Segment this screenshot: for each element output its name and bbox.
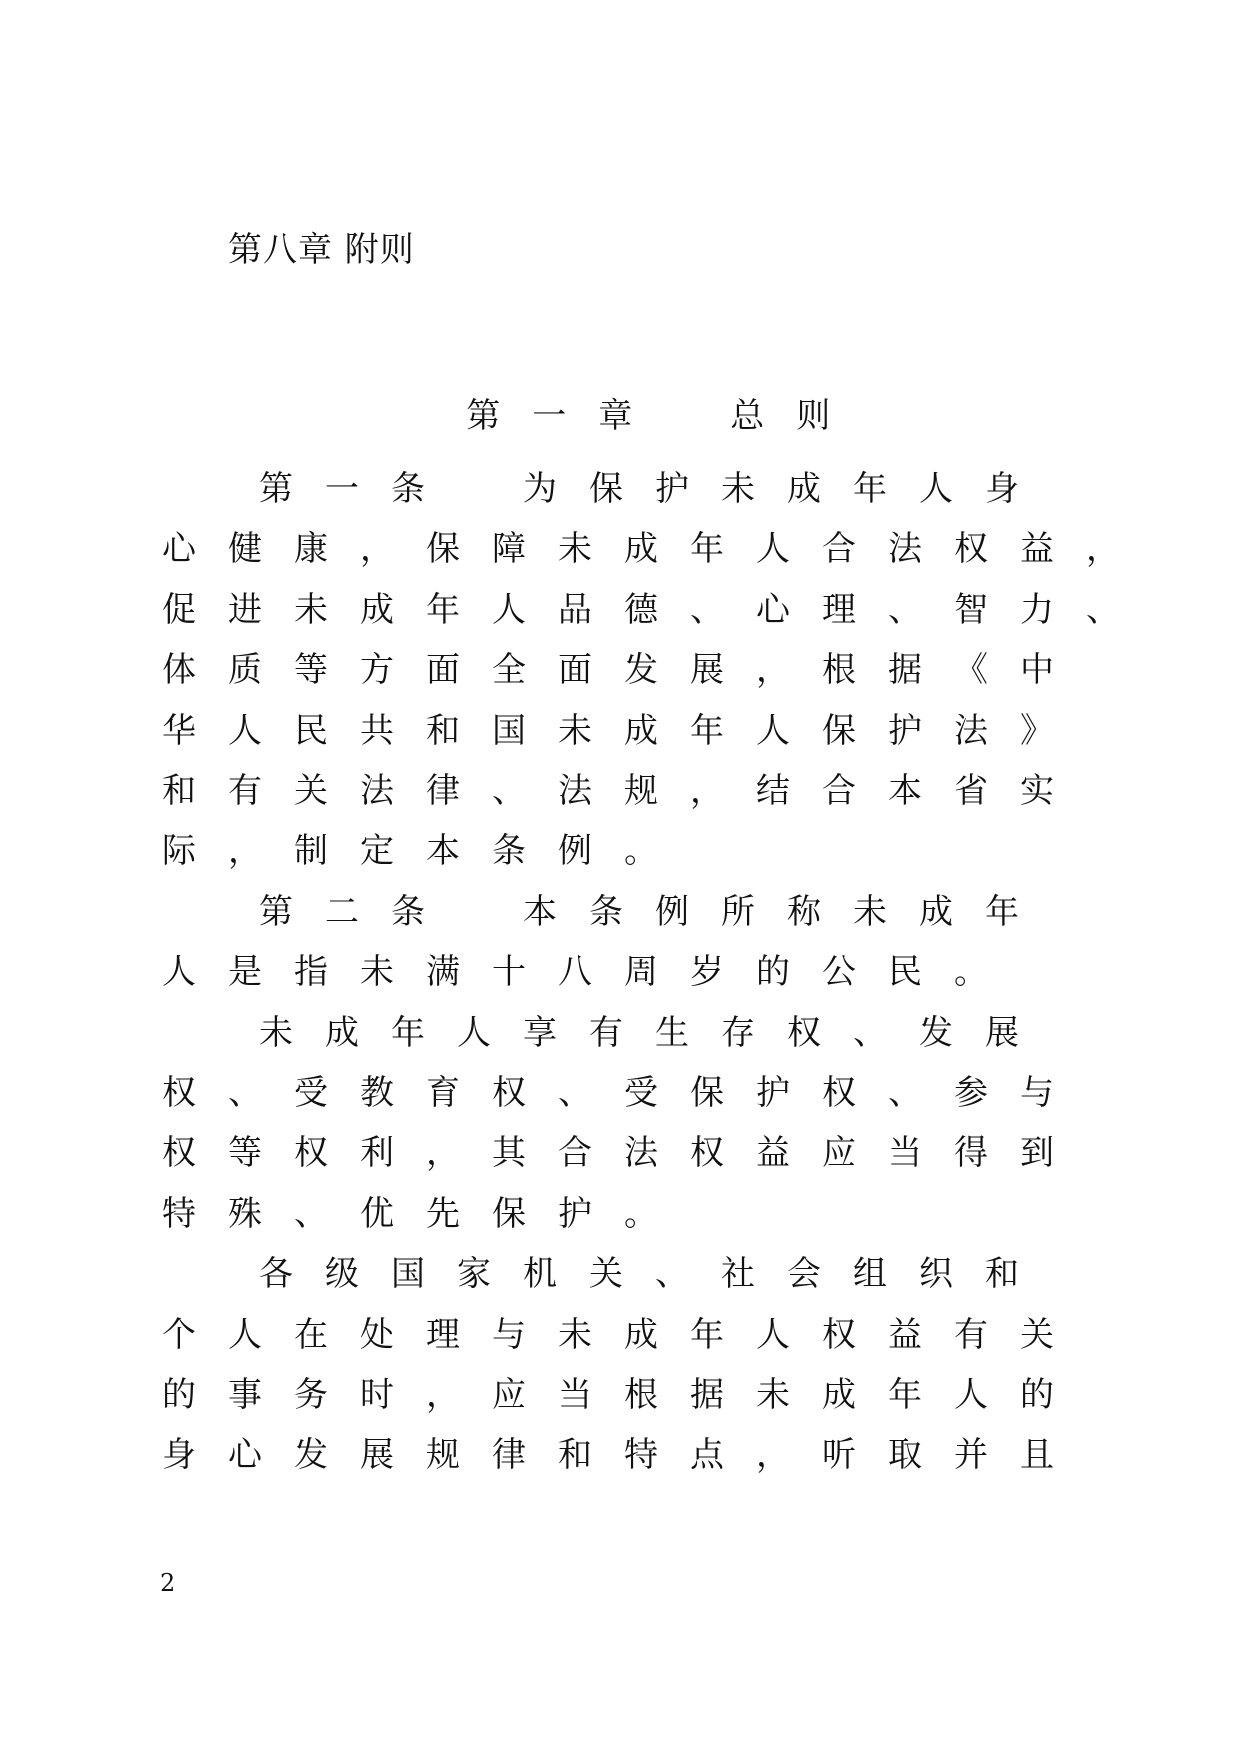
chapter-title-char: 则 (796, 396, 831, 436)
body-line (259, 1250, 1051, 1298)
chapter-title-char: 章 (598, 396, 633, 436)
body-line (162, 767, 1086, 815)
body-line-text: 第 一 条 (259, 469, 425, 509)
body-line-text: 未 成 年 人 享 有 生 存 权 、 发 展 (259, 1012, 1019, 1053)
body-line-text: 际 ， 制 定 本 条 例 。 (162, 831, 658, 872)
body-line-text: 权 、 受 教 育 权 、 受 保 护 权 、 参 与 (162, 1073, 1054, 1113)
chapter-title-char: 一 (532, 396, 567, 436)
body-line-text: 权 等 权 利 ， 其 合 法 权 益 应 当 得 到 (162, 1133, 1054, 1174)
body-line-text: 个 人 在 处 理 与 未 成 年 人 权 益 有 关 (162, 1314, 1054, 1355)
body-line (162, 948, 1020, 996)
chapter-title-char: 第 (466, 396, 501, 436)
body-line-text: 体 质 等 方 面 全 面 发 展 ， 根 据 《 中 (162, 650, 1054, 691)
body-line-text: 促 进 未 成 年 人 品 德 、 心 理 、 智 力 、 (162, 589, 1120, 630)
chapter-title-char: 总 (730, 396, 765, 436)
body-line (259, 888, 1051, 936)
body-line (259, 1009, 1051, 1057)
body-line-text: 的 事 务 时 ， 应 当 根 据 未 成 年 人 的 (162, 1375, 1054, 1415)
body-line-text: 和 有 关 法 律 、 法 规 ， 结 合 本 省 实 (162, 771, 1054, 811)
body-line (162, 1190, 690, 1238)
page-number: 2 (160, 1569, 176, 1597)
body-line-text: 人 是 指 未 满 十 八 周 岁 的 公 民 。 (162, 952, 988, 993)
body-line-text: 为 保 护 未 成 年 人 身 (523, 469, 1019, 509)
body-line (162, 827, 690, 875)
body-line-text: 特 殊 、 优 先 保 护 。 (162, 1193, 658, 1234)
body-line-text: 各 级 国 家 机 关 、 社 会 组 织 和 (259, 1254, 1019, 1295)
body-line (162, 1311, 1086, 1359)
body-line (162, 1129, 1086, 1177)
body-line (162, 1431, 1086, 1479)
body-line (162, 586, 1152, 634)
body-line (259, 465, 1051, 513)
body-line-text: 本 条 例 所 称 未 成 年 (523, 891, 1019, 932)
body-line (162, 1069, 1086, 1117)
toc-entry-chapter-8: 第八章 附则 (228, 230, 415, 270)
body-line (162, 525, 1152, 573)
body-line-text: 第 二 条 (259, 891, 425, 932)
body-line-text: 华 人 民 共 和 国 未 成 年 人 保 护 法 》 (162, 710, 1054, 751)
body-line-text: 心 健 康 ， 保 障 未 成 年 人 合 法 权 益 ， (162, 529, 1120, 570)
body-line (162, 1371, 1086, 1419)
body-line-text: 身 心 发 展 规 律 和 特 点 ， 听 取 并 且 (162, 1435, 1054, 1476)
body-line (162, 646, 1086, 694)
body-line (162, 707, 1086, 755)
